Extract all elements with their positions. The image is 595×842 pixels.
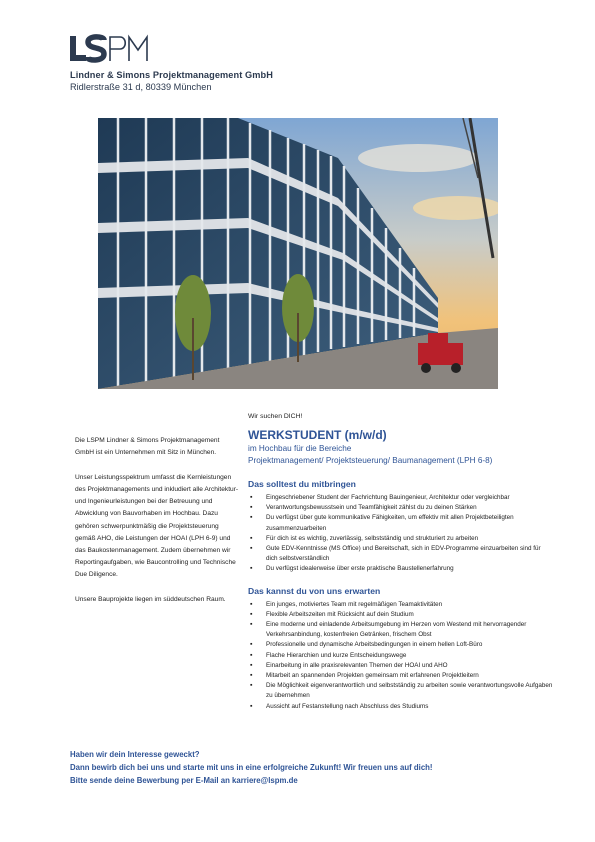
job-subtitle-2: Projektmanagement/ Projektsteuerung/ Baumanagement (LPH 6-8) bbox=[248, 456, 493, 465]
cta-line-2: Dann bewirb dich bei uns und starte mit uns in eine erfolgreiche Zukunft! Wir freuen uns auf dich! bbox=[70, 763, 433, 772]
intro-paragraph-3: Unsere Bauprojekte liegen im süddeutschen Raum. bbox=[75, 596, 226, 604]
job-subtitle-1: im Hochbau für die Bereiche bbox=[248, 444, 352, 453]
list-item: ▪ Mitarbeit an spannenden Projekten gemeinsam mit erfahrenen Projektleitern bbox=[248, 671, 553, 681]
list-item: ▪ Die Möglichkeit eigenverantwortlich und selbstständig zu arbeiten sowie verantwortungsvolle Aufgaben zu übernehmen bbox=[248, 681, 553, 701]
job-posting bbox=[248, 413, 553, 722]
requirements-list bbox=[248, 493, 553, 575]
list-item: ▪ Einarbeitung in alle praxisrelevanten Themen der HOAI und AHO bbox=[248, 661, 553, 671]
company-name: Lindner & Simons Projektmanagement GmbH bbox=[70, 70, 273, 80]
list-item: ▪ Du verfügst idealerweise über erste praktische Baustellenerfahrung bbox=[248, 564, 553, 574]
job-title: WERKSTUDENT (m/w/d) bbox=[248, 428, 387, 442]
intro-paragraph-2: Unser Leistungsspektrum umfasst die Kernleistungen des Projektmanagements und inkludiert alle Architektur- und Ingenieurleistungen bei der Betreuung und Abwicklung von Bauvorhaben im Hochbau. Dazu gehören schwerpunktmäßig die Projektsteuerung gemäß AHO, die Leistungen der HOAI (LPH 6-9) und das Baukostenmanagement. Zudem übernehmen wir Reportingaufgaben, wie Baucontrolling und Technische Due Diligence. bbox=[75, 474, 239, 578]
list-item: ▪ Professionelle und dynamische Arbeitsbedingungen in einem hellen Loft-Büro bbox=[248, 640, 553, 650]
list-item: ▪ Gute EDV-Kenntnisse (MS Office) und Bereitschaft, sich in EDV-Programme einzuarbeiten sind für dich selbstverständlich bbox=[248, 544, 553, 564]
list-item: ▪ Verantwortungsbewusstsein und Teamfähigkeit zählst du zu deinen Stärken bbox=[248, 503, 553, 513]
company-logo bbox=[70, 34, 152, 64]
list-item: ▪ Eine moderne und einladende Arbeitsumgebung im Herzen vom Westend mit hervorragender Verkehrsanbindung, kostenfreien Getränken, frischem Obst bbox=[248, 620, 553, 640]
offers-heading: Das kannst du von uns erwarten bbox=[248, 585, 381, 596]
requirements-heading: Das solltest du mitbringen bbox=[248, 479, 356, 489]
list-item: ▪ Aussicht auf Festanstellung nach Abschluss des Studiums bbox=[248, 702, 553, 712]
company-intro bbox=[75, 435, 240, 619]
company-address: Ridlerstraße 31 d, 80339 München bbox=[70, 82, 212, 92]
call-to-action bbox=[70, 748, 433, 787]
offers-list bbox=[248, 600, 553, 712]
wir-suchen-text: Wir suchen DICH! bbox=[248, 413, 303, 420]
cta-line-1: Haben wir dein Interesse geweckt? bbox=[70, 750, 200, 759]
list-item: ▪ Flexible Arbeitszeiten mit Rücksicht auf dein Studium bbox=[248, 610, 553, 620]
list-item: ▪ Du verfügst über gute kommunikative Fähigkeiten, um effektiv mit allen Projektbeteiligten zusammenzuarbeiten bbox=[248, 513, 553, 533]
list-item: ▪ Flache Hierarchien und kurze Entscheidungswege bbox=[248, 651, 553, 661]
list-item: ▪ Ein junges, motiviertes Team mit regelmäßigen Teamaktivitäten bbox=[248, 600, 553, 610]
intro-paragraph-1: Die LSPM Lindner & Simons Projektmanagement GmbH ist ein Unternehmen mit Sitz in München. bbox=[75, 437, 220, 457]
list-item: ▪ Für dich ist es wichtig, zuverlässig, selbstständig und strukturiert zu arbeiten bbox=[248, 534, 553, 544]
cta-line-3: Bitte sende deine Bewerbung per E-Mail an karriere@lspm.de bbox=[70, 776, 298, 785]
building-photo bbox=[98, 118, 498, 389]
list-item: ▪ Eingeschriebener Student der Fachrichtung Bauingenieur, Architektur oder vergleichbar bbox=[248, 493, 553, 503]
